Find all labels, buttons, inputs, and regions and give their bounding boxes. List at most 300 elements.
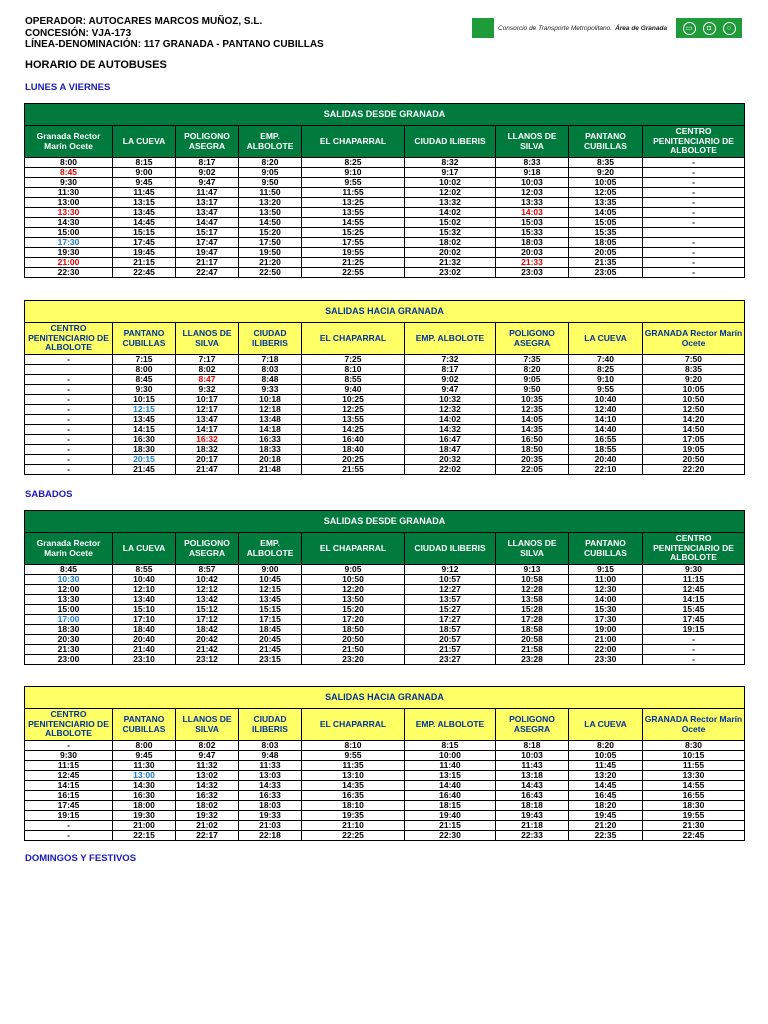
- time-cell: 12:45: [25, 771, 113, 781]
- time-cell: 18:32: [176, 445, 239, 455]
- time-cell: 16:47: [405, 435, 496, 445]
- timetable-lv-hacia: [24, 300, 745, 475]
- time-cell: 15:32: [405, 228, 496, 238]
- time-cell: 14:45: [113, 218, 176, 228]
- time-cell: 12:50: [643, 405, 745, 415]
- table-row: [25, 158, 745, 168]
- time-cell: 14:47: [176, 218, 239, 228]
- time-cell: 20:18: [239, 455, 302, 465]
- time-cell: -: [643, 168, 745, 178]
- time-cell: 15:20: [302, 605, 405, 615]
- time-cell: 19:33: [239, 811, 302, 821]
- time-cell: 10:17: [176, 395, 239, 405]
- time-cell: 8:35: [643, 365, 745, 375]
- time-cell: 12:12: [176, 585, 239, 595]
- time-cell: 23:30: [569, 655, 643, 665]
- table-row: [25, 455, 745, 465]
- time-cell: 20:58: [496, 635, 569, 645]
- time-cell: 9:55: [302, 751, 405, 761]
- time-cell: 13:48: [239, 415, 302, 425]
- time-cell: 17:47: [176, 238, 239, 248]
- time-cell: 10:18: [239, 395, 302, 405]
- time-cell: -: [643, 178, 745, 188]
- time-cell: 14:30: [113, 781, 176, 791]
- time-cell: 8:48: [239, 375, 302, 385]
- time-cell: 20:25: [302, 455, 405, 465]
- time-cell: 13:15: [405, 771, 496, 781]
- time-cell: 13:30: [25, 595, 113, 605]
- table-row: [25, 635, 745, 645]
- time-cell: 10:30: [25, 575, 113, 585]
- table-row: [25, 781, 745, 791]
- time-cell: 17:15: [239, 615, 302, 625]
- time-cell: 19:00: [569, 625, 643, 635]
- time-cell: 21:15: [113, 258, 176, 268]
- column-header: PANTANO CUBILLAS: [113, 323, 176, 355]
- time-cell: 23:15: [239, 655, 302, 665]
- time-cell: 15:10: [113, 605, 176, 615]
- time-cell: 14:50: [643, 425, 745, 435]
- time-cell: 9:10: [569, 375, 643, 385]
- time-cell: 12:25: [302, 405, 405, 415]
- time-cell: 21:45: [239, 645, 302, 655]
- time-cell: 19:32: [176, 811, 239, 821]
- time-cell: 14:45: [569, 781, 643, 791]
- column-header: CIUDAD ILIBERIS: [239, 323, 302, 355]
- time-cell: 22:17: [176, 831, 239, 841]
- time-cell: 22:30: [25, 268, 113, 278]
- column-header: LLANOS DE SILVA: [176, 709, 239, 741]
- time-cell: -: [643, 655, 745, 665]
- time-cell: 19:47: [176, 248, 239, 258]
- time-cell: 18:57: [405, 625, 496, 635]
- time-cell: -: [25, 355, 113, 365]
- time-cell: 19:05: [643, 445, 745, 455]
- time-cell: 19:30: [113, 811, 176, 821]
- concession-code: CONCESIÓN: VJA-173: [25, 27, 132, 39]
- column-header: EL CHAPARRAL: [302, 323, 405, 355]
- time-cell: 13:50: [239, 208, 302, 218]
- time-cell: 9:55: [302, 178, 405, 188]
- time-cell: 9:50: [239, 178, 302, 188]
- time-cell: 21:20: [569, 821, 643, 831]
- time-cell: 13:17: [176, 198, 239, 208]
- time-cell: -: [25, 375, 113, 385]
- time-cell: 19:40: [405, 811, 496, 821]
- time-cell: 18:18: [496, 801, 569, 811]
- time-cell: 13:03: [239, 771, 302, 781]
- table-row: [25, 801, 745, 811]
- time-cell: 8:45: [25, 565, 113, 575]
- time-cell: 8:00: [25, 158, 113, 168]
- time-cell: 8:25: [302, 158, 405, 168]
- bike-icon: ○: [723, 22, 736, 35]
- time-cell: 13:20: [569, 771, 643, 781]
- time-cell: 7:15: [113, 355, 176, 365]
- time-cell: 8:55: [113, 565, 176, 575]
- table-row: [25, 228, 745, 238]
- time-cell: 18:50: [302, 625, 405, 635]
- time-cell: 21:02: [176, 821, 239, 831]
- time-cell: 18:05: [569, 238, 643, 248]
- time-cell: 15:00: [25, 228, 113, 238]
- time-cell: 10:50: [643, 395, 745, 405]
- table-row: [25, 645, 745, 655]
- time-cell: 9:18: [496, 168, 569, 178]
- time-cell: 13:00: [113, 771, 176, 781]
- time-cell: 22:02: [405, 465, 496, 475]
- time-cell: 9:30: [643, 565, 745, 575]
- column-header: LA CUEVA: [569, 323, 643, 355]
- time-cell: 12:40: [569, 405, 643, 415]
- time-cell: 9:50: [496, 385, 569, 395]
- time-cell: 9:33: [239, 385, 302, 395]
- column-header: EMP. ALBOLOTE: [405, 709, 496, 741]
- time-cell: 16:45: [569, 791, 643, 801]
- column-header: LLANOS DE SILVA: [496, 126, 569, 158]
- time-cell: 7:18: [239, 355, 302, 365]
- column-header: EMP. ALBOLOTE: [405, 323, 496, 355]
- time-cell: 22:33: [496, 831, 569, 841]
- time-cell: 18:30: [113, 445, 176, 455]
- time-cell: 13:47: [176, 415, 239, 425]
- time-cell: 10:40: [569, 395, 643, 405]
- time-cell: [25, 365, 113, 375]
- consortium-logo: [472, 18, 742, 38]
- time-cell: 22:18: [239, 831, 302, 841]
- time-cell: 14:02: [405, 208, 496, 218]
- time-cell: 21:33: [496, 258, 569, 268]
- time-cell: -: [25, 465, 113, 475]
- time-cell: 7:17: [176, 355, 239, 365]
- time-cell: 9:05: [496, 375, 569, 385]
- table-row: [25, 238, 745, 248]
- time-cell: 14:32: [405, 425, 496, 435]
- time-cell: 18:30: [25, 625, 113, 635]
- time-cell: 8:20: [239, 158, 302, 168]
- time-cell: 16:33: [239, 435, 302, 445]
- time-cell: 12:10: [113, 585, 176, 595]
- time-cell: -: [25, 395, 113, 405]
- time-cell: 18:50: [496, 445, 569, 455]
- time-cell: 13:50: [302, 595, 405, 605]
- time-cell: 21:50: [302, 645, 405, 655]
- table-row: [25, 655, 745, 665]
- column-header: EL CHAPARRAL: [302, 533, 405, 565]
- time-cell: 14:25: [302, 425, 405, 435]
- time-cell: 16:30: [113, 791, 176, 801]
- time-cell: 18:03: [239, 801, 302, 811]
- time-cell: 13:40: [113, 595, 176, 605]
- time-cell: 7:40: [569, 355, 643, 365]
- time-cell: 9:32: [176, 385, 239, 395]
- table-row: [25, 791, 745, 801]
- time-cell: 13:02: [176, 771, 239, 781]
- time-cell: 18:03: [496, 238, 569, 248]
- time-cell: 8:00: [113, 365, 176, 375]
- time-cell: 23:02: [405, 268, 496, 278]
- time-cell: 14:43: [496, 781, 569, 791]
- time-cell: 14:33: [239, 781, 302, 791]
- table-row: [25, 751, 745, 761]
- time-cell: 9:47: [176, 178, 239, 188]
- time-cell: 22:15: [113, 831, 176, 841]
- time-cell: 8:03: [239, 365, 302, 375]
- time-cell: 8:33: [496, 158, 569, 168]
- column-header: CIUDAD ILIBERIS: [405, 126, 496, 158]
- time-cell: 22:20: [643, 465, 745, 475]
- time-cell: 17:00: [25, 615, 113, 625]
- time-cell: 12:18: [239, 405, 302, 415]
- time-cell: 9:10: [302, 168, 405, 178]
- time-cell: 12:17: [176, 405, 239, 415]
- time-cell: 11:15: [643, 575, 745, 585]
- time-cell: -: [643, 248, 745, 258]
- time-cell: 10:03: [496, 751, 569, 761]
- time-cell: 11:33: [239, 761, 302, 771]
- table-row: [25, 178, 745, 188]
- table-row: [25, 445, 745, 455]
- time-cell: 15:15: [239, 605, 302, 615]
- time-cell: 14:15: [25, 781, 113, 791]
- time-cell: 12:32: [405, 405, 496, 415]
- time-cell: 8:10: [302, 741, 405, 751]
- time-cell: -: [643, 268, 745, 278]
- time-cell: 10:03: [496, 178, 569, 188]
- time-cell: -: [25, 425, 113, 435]
- time-cell: 20:50: [302, 635, 405, 645]
- time-cell: 13:30: [25, 208, 113, 218]
- table-row: [25, 168, 745, 178]
- table-row: [25, 188, 745, 198]
- time-cell: 23:28: [496, 655, 569, 665]
- table-row: [25, 375, 745, 385]
- time-cell: 19:55: [643, 811, 745, 821]
- time-cell: 14:03: [496, 208, 569, 218]
- time-cell: 18:40: [302, 445, 405, 455]
- table-row: [25, 415, 745, 425]
- time-cell: 16:15: [25, 791, 113, 801]
- time-cell: 18:10: [302, 801, 405, 811]
- time-cell: 10:35: [496, 395, 569, 405]
- time-cell: 16:43: [496, 791, 569, 801]
- time-cell: 9:17: [405, 168, 496, 178]
- time-cell: 12:15: [113, 405, 176, 415]
- time-cell: 9:15: [569, 565, 643, 575]
- time-cell: 21:32: [405, 258, 496, 268]
- time-cell: 13:55: [302, 208, 405, 218]
- time-cell: 18:33: [239, 445, 302, 455]
- column-header: CENTRO PENITENCIARIO DE ALBOLOTE: [25, 323, 113, 355]
- time-cell: 15:28: [496, 605, 569, 615]
- time-cell: 17:45: [643, 615, 745, 625]
- table-row: [25, 821, 745, 831]
- time-cell: 22:45: [643, 831, 745, 841]
- operator-header: [25, 16, 324, 51]
- time-cell: 16:30: [113, 435, 176, 445]
- column-header: PANTANO CUBILLAS: [569, 533, 643, 565]
- column-header: LA CUEVA: [569, 709, 643, 741]
- time-cell: 12:05: [569, 188, 643, 198]
- time-cell: 11:40: [405, 761, 496, 771]
- time-cell: 9:55: [569, 385, 643, 395]
- table-row: [25, 355, 745, 365]
- time-cell: 19:35: [302, 811, 405, 821]
- time-cell: 14:05: [496, 415, 569, 425]
- time-cell: 10:50: [302, 575, 405, 585]
- timetable-lv-desde: [24, 103, 745, 278]
- time-cell: -: [25, 435, 113, 445]
- time-cell: 9:02: [176, 168, 239, 178]
- time-cell: 13:57: [405, 595, 496, 605]
- time-cell: -: [643, 158, 745, 168]
- column-header: EL CHAPARRAL: [302, 126, 405, 158]
- time-cell: 18:02: [405, 238, 496, 248]
- time-cell: 11:32: [176, 761, 239, 771]
- time-cell: 21:57: [405, 645, 496, 655]
- table-row: [25, 811, 745, 821]
- time-cell: 14:32: [176, 781, 239, 791]
- time-cell: 19:55: [302, 248, 405, 258]
- time-cell: 16:55: [643, 791, 745, 801]
- time-cell: -: [643, 188, 745, 198]
- time-cell: 18:40: [113, 625, 176, 635]
- time-cell: 20:30: [25, 635, 113, 645]
- time-cell: -: [643, 258, 745, 268]
- time-cell: 21:47: [176, 465, 239, 475]
- table-row: [25, 741, 745, 751]
- time-cell: 15:17: [176, 228, 239, 238]
- time-cell: 19:43: [496, 811, 569, 821]
- time-cell: 10:58: [496, 575, 569, 585]
- time-cell: 8:17: [176, 158, 239, 168]
- time-cell: 13:32: [405, 198, 496, 208]
- time-cell: 14:55: [302, 218, 405, 228]
- time-cell: 21:10: [302, 821, 405, 831]
- time-cell: 21:25: [302, 258, 405, 268]
- time-cell: 22:25: [302, 831, 405, 841]
- time-cell: -: [643, 208, 745, 218]
- time-cell: 17:30: [569, 615, 643, 625]
- column-header: CENTRO PENITENCIARIO DE ALBOLOTE: [643, 126, 745, 158]
- time-cell: 9:12: [405, 565, 496, 575]
- time-cell: 15:45: [643, 605, 745, 615]
- time-cell: 20:40: [569, 455, 643, 465]
- time-cell: 8:03: [239, 741, 302, 751]
- time-cell: -: [25, 405, 113, 415]
- time-cell: 15:00: [25, 605, 113, 615]
- table-row: [25, 258, 745, 268]
- time-cell: 15:15: [113, 228, 176, 238]
- time-cell: 22:50: [239, 268, 302, 278]
- time-cell: 14:15: [113, 425, 176, 435]
- time-cell: 15:02: [405, 218, 496, 228]
- time-cell: 8:55: [302, 375, 405, 385]
- time-cell: 13:20: [239, 198, 302, 208]
- time-cell: 22:10: [569, 465, 643, 475]
- time-cell: 13:58: [496, 595, 569, 605]
- time-cell: 12:20: [302, 585, 405, 595]
- time-cell: 14:18: [239, 425, 302, 435]
- time-cell: 13:35: [569, 198, 643, 208]
- column-header: CENTRO PENITENCIARIO DE ALBOLOTE: [643, 533, 745, 565]
- time-cell: 8:30: [643, 741, 745, 751]
- time-cell: 9:48: [239, 751, 302, 761]
- time-cell: 21:30: [643, 821, 745, 831]
- time-cell: 21:18: [496, 821, 569, 831]
- time-cell: 22:47: [176, 268, 239, 278]
- column-header: PANTANO CUBILLAS: [569, 126, 643, 158]
- time-cell: 9:05: [302, 565, 405, 575]
- time-cell: -: [643, 635, 745, 645]
- time-cell: 19:15: [25, 811, 113, 821]
- column-header: LLANOS DE SILVA: [176, 323, 239, 355]
- time-cell: 16:40: [405, 791, 496, 801]
- table-row: [25, 208, 745, 218]
- time-cell: 7:25: [302, 355, 405, 365]
- time-cell: 14:35: [302, 781, 405, 791]
- time-cell: 16:35: [302, 791, 405, 801]
- time-cell: 11:55: [643, 761, 745, 771]
- time-cell: 8:10: [302, 365, 405, 375]
- time-cell: 9:05: [239, 168, 302, 178]
- time-cell: 8:57: [176, 565, 239, 575]
- column-header: PANTANO CUBILLAS: [113, 709, 176, 741]
- time-cell: 11:30: [25, 188, 113, 198]
- time-cell: 11:43: [496, 761, 569, 771]
- column-header: Granada Rector Marín Ocete: [25, 126, 113, 158]
- time-cell: 10:42: [176, 575, 239, 585]
- time-cell: 10:00: [405, 751, 496, 761]
- time-cell: 21:30: [25, 645, 113, 655]
- time-cell: -: [25, 445, 113, 455]
- time-cell: 7:50: [643, 355, 745, 365]
- time-cell: 9:20: [569, 168, 643, 178]
- consortium-mark-icon: [472, 18, 494, 38]
- time-cell: 12:00: [25, 585, 113, 595]
- table-row: [25, 465, 745, 475]
- time-cell: 21:15: [405, 821, 496, 831]
- time-cell: 9:45: [113, 178, 176, 188]
- time-cell: 7:35: [496, 355, 569, 365]
- time-cell: 12:15: [239, 585, 302, 595]
- time-cell: 23:20: [302, 655, 405, 665]
- table-row: [25, 435, 745, 445]
- time-cell: 17:27: [405, 615, 496, 625]
- time-cell: -: [643, 238, 745, 248]
- time-cell: 14:10: [569, 415, 643, 425]
- time-cell: 10:05: [643, 385, 745, 395]
- table-row: [25, 831, 745, 841]
- time-cell: 17:28: [496, 615, 569, 625]
- time-cell: 9:00: [239, 565, 302, 575]
- time-cell: 17:10: [113, 615, 176, 625]
- time-cell: 22:05: [496, 465, 569, 475]
- time-cell: 11:30: [113, 761, 176, 771]
- time-cell: 13:45: [113, 208, 176, 218]
- column-header: POLIGONO ASEGRA: [496, 323, 569, 355]
- time-cell: 21:17: [176, 258, 239, 268]
- time-cell: 16:50: [496, 435, 569, 445]
- column-header: POLIGONO ASEGRA: [496, 709, 569, 741]
- time-cell: 18:30: [643, 801, 745, 811]
- column-header: CIUDAD ILIBERIS: [239, 709, 302, 741]
- time-cell: 12:02: [405, 188, 496, 198]
- time-cell: -: [25, 821, 113, 831]
- table-title: SALIDAS HACIA GRANADA: [25, 687, 745, 709]
- time-cell: 9:30: [25, 751, 113, 761]
- time-cell: 16:40: [302, 435, 405, 445]
